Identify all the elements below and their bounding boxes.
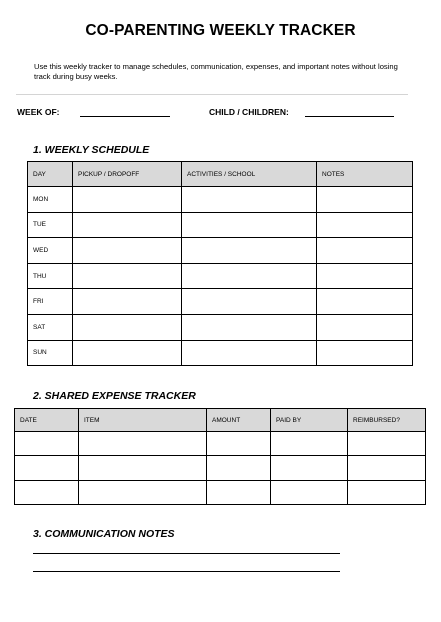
week-of-label: WEEK OF: (17, 107, 60, 117)
note-line[interactable] (33, 553, 340, 554)
expense-table (14, 408, 426, 505)
notes-cell[interactable] (317, 238, 413, 264)
day-label: TUE (28, 212, 73, 238)
reimbursed-cell[interactable] (348, 480, 426, 504)
column-header: DATE (15, 409, 79, 432)
pickup-cell[interactable] (73, 238, 182, 264)
intro-text: Use this weekly tracker to manage schedules, communication, expenses, and important notes without losing track during busy weeks. (34, 62, 398, 81)
notes-cell[interactable] (317, 212, 413, 238)
activities-cell[interactable] (182, 238, 317, 264)
notes-cell[interactable] (317, 340, 413, 366)
activities-cell[interactable] (182, 314, 317, 340)
child-field[interactable] (305, 116, 394, 117)
reimbursed-cell[interactable] (348, 432, 426, 456)
column-header: DAY (28, 162, 73, 187)
day-label: WED (28, 238, 73, 264)
notes-cell[interactable] (317, 289, 413, 315)
item-cell[interactable] (79, 480, 207, 504)
note-line[interactable] (33, 571, 340, 572)
pickup-cell[interactable] (73, 289, 182, 315)
pickup-cell[interactable] (73, 187, 182, 213)
table-row (28, 187, 413, 213)
table-row (28, 314, 413, 340)
table-row (28, 289, 413, 315)
table-row (15, 480, 426, 504)
schedule-header-row (28, 162, 413, 187)
item-cell[interactable] (79, 456, 207, 480)
paid-by-cell[interactable] (271, 456, 348, 480)
column-header: PICKUP / DROPOFF (73, 162, 182, 187)
child-label: CHILD / CHILDREN: (209, 107, 289, 117)
table-row (28, 212, 413, 238)
column-header: NOTES (317, 162, 413, 187)
table-row (28, 340, 413, 366)
amount-cell[interactable] (207, 456, 271, 480)
date-cell[interactable] (15, 456, 79, 480)
day-label: SAT (28, 314, 73, 340)
divider (16, 94, 408, 95)
day-label: THU (28, 263, 73, 289)
pickup-cell[interactable] (73, 340, 182, 366)
notes-cell[interactable] (317, 187, 413, 213)
table-row (15, 432, 426, 456)
day-label: SUN (28, 340, 73, 366)
activities-cell[interactable] (182, 212, 317, 238)
column-header: ITEM (79, 409, 207, 432)
notes-cell[interactable] (317, 314, 413, 340)
week-of-field[interactable] (80, 116, 170, 117)
expense-header-row (15, 409, 426, 432)
date-cell[interactable] (15, 432, 79, 456)
day-label: MON (28, 187, 73, 213)
activities-cell[interactable] (182, 263, 317, 289)
table-row (28, 263, 413, 289)
column-header: AMOUNT (207, 409, 271, 432)
column-header: ACTIVITIES / SCHOOL (182, 162, 317, 187)
column-header: PAID BY (271, 409, 348, 432)
page-title: CO-PARENTING WEEKLY TRACKER (85, 22, 356, 39)
weekly-schedule-table (27, 161, 413, 366)
activities-cell[interactable] (182, 187, 317, 213)
amount-cell[interactable] (207, 432, 271, 456)
reimbursed-cell[interactable] (348, 456, 426, 480)
communication-section-title: 3. COMMUNICATION NOTES (33, 528, 175, 540)
notes-cell[interactable] (317, 263, 413, 289)
table-row (28, 238, 413, 264)
pickup-cell[interactable] (73, 263, 182, 289)
date-cell[interactable] (15, 480, 79, 504)
column-header: REIMBURSED? (348, 409, 426, 432)
day-label: FRI (28, 289, 73, 315)
pickup-cell[interactable] (73, 212, 182, 238)
schedule-section-title: 1. WEEKLY SCHEDULE (33, 144, 150, 156)
table-row (15, 456, 426, 480)
expense-section-title: 2. SHARED EXPENSE TRACKER (33, 390, 196, 402)
amount-cell[interactable] (207, 480, 271, 504)
activities-cell[interactable] (182, 340, 317, 366)
paid-by-cell[interactable] (271, 432, 348, 456)
pickup-cell[interactable] (73, 314, 182, 340)
paid-by-cell[interactable] (271, 480, 348, 504)
item-cell[interactable] (79, 432, 207, 456)
activities-cell[interactable] (182, 289, 317, 315)
